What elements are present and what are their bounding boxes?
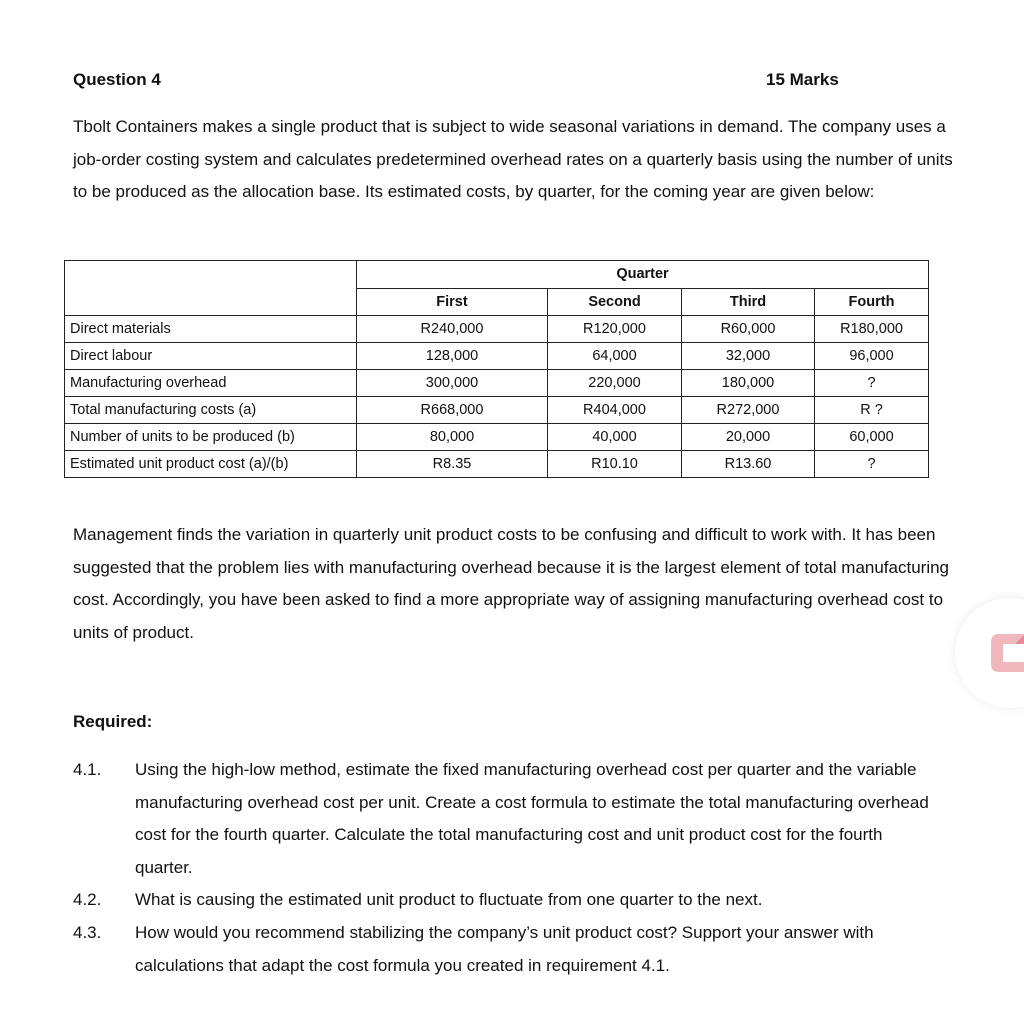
requirement-text: How would you recommend stabilizing the company’s unit product cost? Support your answer with calculations that adapt the cost formula you created in requirement 4.1. <box>135 923 874 975</box>
row-label: Estimated unit product cost (a)/(b) <box>65 451 357 478</box>
table-row <box>65 424 929 451</box>
cost-table <box>64 260 929 478</box>
cell-value: 60,000 <box>815 424 929 451</box>
cell-value: 80,000 <box>357 424 548 451</box>
question-title: Question 4 <box>73 70 161 89</box>
table-row <box>65 316 929 343</box>
row-label: Number of units to be produced (b) <box>65 424 357 451</box>
column-header-second: Second <box>548 288 682 316</box>
management-paragraph: Management finds the variation in quarterly unit product costs to be confusing and difficult to work with. It has been suggested that the problem lies with manufacturing overhead because it is the largest element of total manufacturing cost. Accordingly, you have been asked to find a more appropriate way of assigning manufacturing overhead cost to units of product. <box>73 525 950 642</box>
table-row <box>65 343 929 370</box>
question-marks: 15 Marks <box>766 70 839 89</box>
cell-value: R120,000 <box>548 316 682 343</box>
cell-value: R668,000 <box>357 397 548 424</box>
column-header-third: Third <box>682 288 815 316</box>
cell-value: R404,000 <box>548 397 682 424</box>
cell-value: 180,000 <box>682 370 815 397</box>
requirement-number: 4.3. <box>73 923 102 942</box>
cell-value: R13.60 <box>682 451 815 478</box>
requirement-text: What is causing the estimated unit product to fluctuate from one quarter to the next. <box>135 890 763 909</box>
cell-value: 128,000 <box>357 343 548 370</box>
table-row <box>65 451 929 478</box>
requirement-number: 4.2. <box>73 890 102 909</box>
requirement-number: 4.1. <box>73 760 102 779</box>
table-corner-cell <box>65 288 357 316</box>
cell-value: R ? <box>815 397 929 424</box>
quarter-group-header: Quarter <box>357 261 929 289</box>
cell-value: R180,000 <box>815 316 929 343</box>
cell-value: ? <box>815 451 929 478</box>
cell-value: R8.35 <box>357 451 548 478</box>
row-label: Total manufacturing costs (a) <box>65 397 357 424</box>
row-label: Direct labour <box>65 343 357 370</box>
cell-value: 32,000 <box>682 343 815 370</box>
column-header-first: First <box>357 288 548 316</box>
cell-value: 220,000 <box>548 370 682 397</box>
cell-value: R240,000 <box>357 316 548 343</box>
table-corner-cell <box>65 261 357 289</box>
cell-value: R272,000 <box>682 397 815 424</box>
required-heading: Required: <box>73 712 153 731</box>
cell-value: 64,000 <box>548 343 682 370</box>
app-logo-icon <box>985 628 1024 678</box>
cell-value: 300,000 <box>357 370 548 397</box>
requirement-text: Using the high-low method, estimate the fixed manufacturing overhead cost per quarter and the variable manufacturing overhead cost per unit. Create a cost formula to estimate the total manufacturing overhead cost for the fourth quarter. Calculate the total manufacturing cost and unit product cost for the fourth quarter. <box>135 760 929 877</box>
table-row <box>65 397 929 424</box>
cell-value: 40,000 <box>548 424 682 451</box>
cell-value: R60,000 <box>682 316 815 343</box>
cell-value: 20,000 <box>682 424 815 451</box>
column-header-fourth: Fourth <box>815 288 929 316</box>
table-row <box>65 370 929 397</box>
floating-app-button[interactable] <box>955 598 1024 708</box>
cell-value: R10.10 <box>548 451 682 478</box>
cell-value: ? <box>815 370 929 397</box>
row-label: Manufacturing overhead <box>65 370 357 397</box>
row-label: Direct materials <box>65 316 357 343</box>
cell-value: 96,000 <box>815 343 929 370</box>
intro-paragraph: Tbolt Containers makes a single product that is subject to wide seasonal variations in demand. The company uses a job-order costing system and calculates predetermined overhead rates on a quarterly basis using the number of units to be produced as the allocation base. Its estimated costs, by quarter, for the coming year are given below: <box>73 117 953 201</box>
